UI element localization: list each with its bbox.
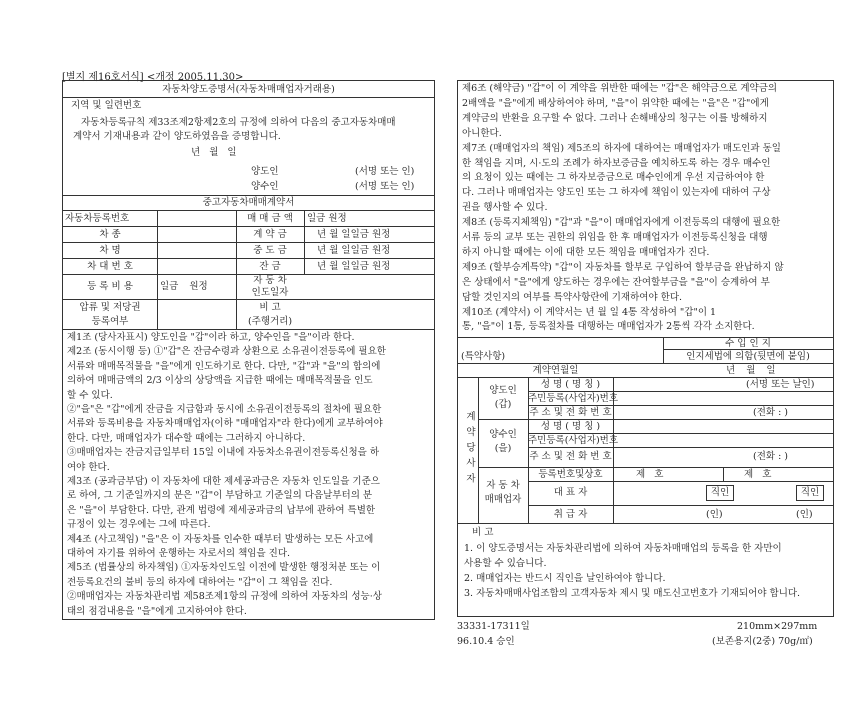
certificate-title: 자동차양도증명서(자동차매매업자거래용) xyxy=(162,84,335,95)
text-line: 제5조 (법률상의 하자책임) ①자동차인도일 이전에 발생한 행정처분 또는 이 xyxy=(67,562,381,574)
reg-fee-label: 등 록 비 용 xyxy=(87,281,133,292)
car-type-label: 차 종 xyxy=(99,229,121,240)
reg-no-label: 자동차등록번호 xyxy=(65,213,130,224)
transferor-sign-hint: (서명 또는 인) xyxy=(355,166,415,177)
seller-phone: (전화 : ) xyxy=(753,407,789,418)
interim-value: 년 월 일일금 원정 xyxy=(317,245,391,256)
text-line: 로 하여, 그 기준일까지의 분은 "갑"이 부담하고 기준일의 다음날부터의 분 xyxy=(67,490,373,502)
seller-resident-label: 주민등록(사업자)번호 xyxy=(528,393,619,404)
dealer-reg-no-1: 제 호 xyxy=(636,469,664,480)
text-line: 제8조 (등록지체책임) "갑"과 "을"이 매매업자에게 이전등록의 대행에 필요한 xyxy=(462,217,781,229)
text-line: 대하여 자기를 위하여 운행하는 자로서의 책임을 진다. xyxy=(67,548,291,559)
text-line: 권을 행사할 수 있다. xyxy=(462,202,548,214)
handler-label: 취 급 자 xyxy=(553,509,588,520)
text-line: 다. 그러나 매매업자는 양도인 또는 그 하자에 책임이 있는자에 대하여 구상 xyxy=(462,187,771,199)
remarks-label-1: 비 고 xyxy=(259,302,281,313)
dealer-label-1: 자 동 차 xyxy=(486,480,520,491)
remarks-label-2: (주행거리) xyxy=(247,316,293,327)
text-line: 2배액을 "을"에게 배상하여야 하며, "을"이 위약한 때에는 "을"은 "갑"에게 xyxy=(462,97,769,109)
certificate-date: 년 월 일 xyxy=(191,147,237,158)
buyer-label-1: 양수인 xyxy=(489,429,517,440)
text-line: 1. 이 양도증명서는 자동차관리법에 의하여 자동차매매업의 등록을 한 자만이 xyxy=(464,543,782,554)
approval-date: 96.10.4 승인 xyxy=(457,636,515,647)
handler-seal-1: (인) xyxy=(706,509,723,520)
interim-label: 중 도 금 xyxy=(253,245,287,256)
seller-name-label: 성 명 ( 명 칭 ) xyxy=(540,379,601,390)
text-line: 제10조 (계약서) 이 계약서는 년 월 일 4통 작성하여 "갑"이 1 xyxy=(462,306,717,318)
balance-value: 년 월 일일금 원정 xyxy=(317,261,391,272)
official-seal-text-2: 직인 xyxy=(800,487,820,498)
text-line: 제9조 (할부승계특약) "갑"이 자동차를 할부로 구입하여 할부금을 완납하지 않 xyxy=(462,261,784,273)
seller-label-1: 양도인 xyxy=(489,385,517,396)
seller-sign-hint: (서명 또는 날인) xyxy=(746,379,815,390)
contract-parties-text: 계약당사자 xyxy=(464,411,475,489)
text-line: 제7조 (매매업자의 책임) 제5조의 하자에 대하여는 매매업자가 매도인과 동일 xyxy=(462,142,781,154)
contract-terms-panel xyxy=(457,80,834,617)
sale-price-value: 일금 원정 xyxy=(307,213,347,224)
text-line: 계약금의 반환을 요구할 수 없다. 그러나 손해배상의 청구는 이를 방해하지 xyxy=(462,112,768,124)
transferor-label: 양도인 xyxy=(251,166,279,177)
text-line: 규정이 있는 경우에는 그에 따른다. xyxy=(67,519,211,531)
dealer-label-2: 매매업자 xyxy=(484,494,522,505)
chassis-label: 차 대 번 호 xyxy=(87,261,133,272)
buyer-name-label: 성 명 ( 명 칭 ) xyxy=(540,421,601,432)
delivery-date-label-2: 인도일자 xyxy=(251,287,289,298)
sale-price-label: 매 매 금 액 xyxy=(247,213,293,224)
contract-parties-label xyxy=(462,411,474,494)
text-line: 서류와 등록비용을 자동차매매업자(이하 "매매업자"라 한다)에게 교부하여야 xyxy=(67,418,383,430)
text-line: 하지 아니할 때에는 이에 대한 모든 책임을 매매업자가 진다. xyxy=(462,246,710,258)
text-line: 은 상태에서 "을"에게 양도하는 경우에는 잔여할부금을 "을"이 승계하여 부 xyxy=(462,276,770,288)
revenue-stamp-label: 수 입 인 지 xyxy=(725,338,771,349)
text-line: ②"을"은 "갑"에게 잔금을 지급함과 동시에 소유권이전등록의 절차에 필요한 xyxy=(67,404,382,415)
text-line: 3. 자동차매매사업조합의 고객자동차 제시 및 매도신고번호가 기재되어야 합니다. xyxy=(464,588,801,599)
handler-seal-2: (인) xyxy=(796,509,813,520)
buyer-resident-label: 주민등록(사업자)번호 xyxy=(528,435,619,446)
seller-address-label: 주 소 및 전 화 번 호 xyxy=(529,407,612,418)
text-line: 한 책임을 지며, 시·도의 조례가 하자보증금을 예치하도록 하는 경우 매수인 xyxy=(462,157,771,169)
contract-title: 중고자동차매매계약서 xyxy=(202,197,295,208)
transferee-sign-hint: (서명 또는 인) xyxy=(355,181,415,192)
representative-label: 대 표 자 xyxy=(553,487,588,498)
text-line: 제6조 (해약금) "갑"이 이 계약을 위반한 때에는 "갑"은 해약금으로 계약금의 xyxy=(462,83,778,94)
notes-title: 비 고 xyxy=(472,527,494,538)
revenue-stamp-note: 인지세법에 의함(뒷면에 붙임) xyxy=(686,351,810,362)
form-code: 33331-17311일 xyxy=(457,621,530,632)
official-seal-text-1: 직인 xyxy=(710,487,730,498)
car-name-label: 차 명 xyxy=(99,245,121,256)
text-line: 여야 한다. xyxy=(67,461,110,473)
reg-fee-value: 일금 원정 xyxy=(160,281,208,292)
contract-deposit-value: 년 월 일일금 원정 xyxy=(317,229,391,240)
buyer-address-label: 주 소 및 전 화 번 호 xyxy=(529,451,612,462)
special-terms-label: (특약사항) xyxy=(461,351,506,362)
text-line: 담할 것인지의 여부를 특약사항란에 기재하여야 한다. xyxy=(462,291,683,303)
contract-date-label: 계약연월일 xyxy=(532,365,579,376)
text-line: 서류 등의 교부 또는 권한의 위임을 한 후 매매업자가 이전등록신청을 대행 xyxy=(462,232,768,243)
balance-label: 잔 금 xyxy=(259,261,281,272)
text-line: 의하여 매매금액의 2/3 이상의 상당액을 지급한 때에는 매매목적물을 인도 xyxy=(67,375,373,387)
seizure-label-1: 압류 및 저당권 xyxy=(79,302,141,313)
transfer-certificate-panel xyxy=(62,80,435,620)
form-number-label: [별지 제16호서식] <개정 2005.11.30> xyxy=(62,72,244,83)
buyer-label-2: (을) xyxy=(494,443,512,454)
text-line: ②매매업자는 자동차관리법 제58조제1항의 규정에 의하여 자동차의 성능·상 xyxy=(67,591,382,603)
text-line: 제1조 (당사자표시) 양도인을 "갑"이라 하고, 양수인을 "을"이라 한다. xyxy=(67,332,355,343)
text-line: 서류와 매매목적물을 "을"에게 인도하기로 한다. 다만, "갑"과 "을"의 합의에 xyxy=(67,360,381,372)
text-line: 한다. 다만, 매매업자가 대수할 때에는 그러하지 아니하다. xyxy=(67,432,306,444)
intro-line-2: 계약서 기재내용과 같이 양도하였음을 증명합니다. xyxy=(73,131,281,142)
text-line: 통, "을"이 1통, 등록절차를 대행하는 매매업자가 2통씩 각각 소지한다. xyxy=(462,321,755,333)
seller-label-2: (갑) xyxy=(494,399,512,410)
dealer-reg-no-2: 제 호 xyxy=(744,469,772,480)
contract-date-value: 년 월 일 xyxy=(726,365,776,376)
text-line: 의 요청이 있는 때에는 그 하자보증금으로 매수인에게 우선 지급하여야 한 xyxy=(462,172,765,184)
text-line: ③매매업자는 잔금지급일부터 15일 이내에 자동차소유권이전등록신청을 하 xyxy=(67,447,379,459)
text-line: 제3조 (공과금부담) 이 자동차에 대한 제세공과금은 자동차 인도일을 기준으 xyxy=(67,476,380,487)
official-seal-box-2 xyxy=(796,485,824,501)
contract-deposit-label: 계 약 금 xyxy=(253,229,287,240)
text-line: 은 "을"이 부담한다. 다만, 관계 법령에 제세공과금의 납부에 관하여 특별한 xyxy=(67,504,376,516)
intro-line-1: 자동차등록규칙 제33조제2항제2호의 규정에 의하여 다음의 중고자동차매매 xyxy=(81,117,396,128)
seizure-label-2: 등록여부 xyxy=(91,316,129,327)
region-serial-label: 지역 및 일련번호 xyxy=(71,100,142,111)
dealer-reg-label: 등록번호및상호 xyxy=(538,469,603,480)
paper-size: 210mm×297mm xyxy=(737,621,818,632)
paper-spec: (보존용지(2중) 70g/㎡) xyxy=(712,636,813,647)
delivery-date-label-1: 자 동 차 xyxy=(253,275,287,286)
text-line: 제2조 (동시이행 등) ①"갑"은 잔금수령과 상환으로 소유권이전등록에 필요한 xyxy=(67,346,386,358)
text-line: 전등록요건의 불비 등의 하자에 대하여는 "갑"이 그 책임을 진다. xyxy=(67,576,333,588)
text-line: 할 수 있다. xyxy=(67,389,113,401)
text-line: 2. 매매업자는 반드시 직인을 날인하여야 합니다. xyxy=(464,573,666,584)
text-line: 제4조 (사고책임) "을"은 이 자동차를 인수한 때부터 발생하는 모든 사고에 xyxy=(67,533,374,545)
text-line: 아니한다. xyxy=(462,127,502,139)
official-seal-box-1 xyxy=(706,485,734,501)
transferee-label: 양수인 xyxy=(251,181,279,192)
buyer-phone: (전화 : ) xyxy=(753,451,789,462)
text-line: 태의 점검내용을 "을"에게 고지하여야 한다. xyxy=(67,605,247,617)
text-line: 사용할 수 있습니다. xyxy=(464,558,547,569)
